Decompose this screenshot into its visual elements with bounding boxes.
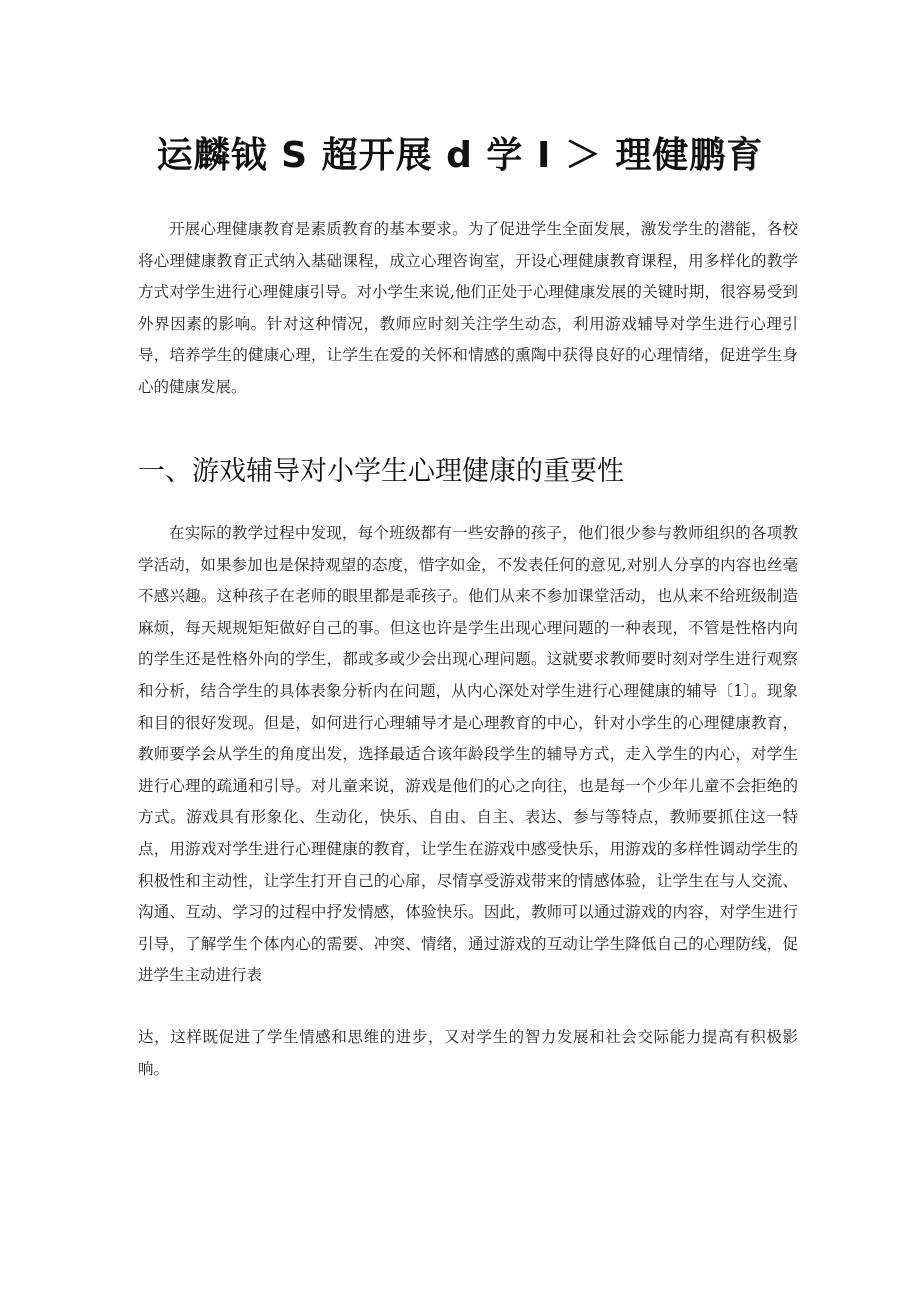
section-paragraph: 在实际的教学过程中发现，每个班级都有一些安静的孩子，他们很少参与教师组织的各项教学活动，如果参加也是保持观望的态度，惜字如金，不发表任何的意见,对别人分享的内容也丝毫不感兴趣。这种孩子在老师的眼里都是乖孩子。他们从来不参加课堂活动，也从来不给班级制造麻烦，每天规规矩矩做好自己的事。但这也许是学生出现心理问题的一种表现，不管是性格内向的学生还是性格外向的学生，都或多或少会出现心理问题。这就要求教师要时刻对学生进行观察和分析，结合学生的具体表象分析内在问题，从内心深处对学生进行心理健康的辅导〔1〕。现象和目的很好发现。但是，如何进行心理辅导才是心理教育的中心，针对小学生的心理健康教育，教师要学会从学生的角度出发，选择最适合该年龄段学生的辅导方式，走入学生的内心，对学生进行心理的疏通和引导。对儿童来说，游戏是他们的心之向往，也是每一个少年儿童不会拒绝的方式。游戏具有形象化、生动化，快乐、自由、自主、表达、参与等特点，教师要抓住这一特点，用游戏对学生进行心理健康的教育，让学生在游戏中感受快乐，用游戏的多样性调动学生的积极性和主动性，让学生打开自己的心扉，尽情享受游戏带来的情感体验，让学生在与人交流、沟通、互动、学习的过程中抒发情感，体验快乐。因此，教师可以通过游戏的内容，对学生进行引导，了解学生个体内心的需要、冲突、情绪，通过游戏的互动让学生降低自己的心理防线，促进学生主动进行表 xyxy=(138,524,798,985)
document-title: 运麟钺 S 超开展 d 学 I ＞ 理健鹏育 xyxy=(156,135,764,176)
continuation-paragraph: 达，这样既促进了学生情感和思维的进步，又对学生的智力发展和社会交际能力提高有积极影响。 xyxy=(138,1028,798,1078)
section-heading: 一、游戏辅导对小学生心理健康的重要性 xyxy=(138,456,624,487)
intro-paragraph: 开展心理健康教育是素质教育的基本要求。为了促进学生全面发展，激发学生的潜能，各校将心理健康教育正式纳入基础课程，成立心理咨询室，开设心理健康教育课程，用多样化的教学方式对学生进行心理健康引导。对小学生来说,他们正处于心理健康发展的关键时期，很容易受到外界因素的影响。针对这种情况，教师应时刻关注学生动态，利用游戏辅导对学生进行心理引导，培养学生的健康心理，让学生在爱的关怀和情感的熏陶中获得良好的心理情绪，促进学生身心的健康发展。 xyxy=(138,220,798,396)
